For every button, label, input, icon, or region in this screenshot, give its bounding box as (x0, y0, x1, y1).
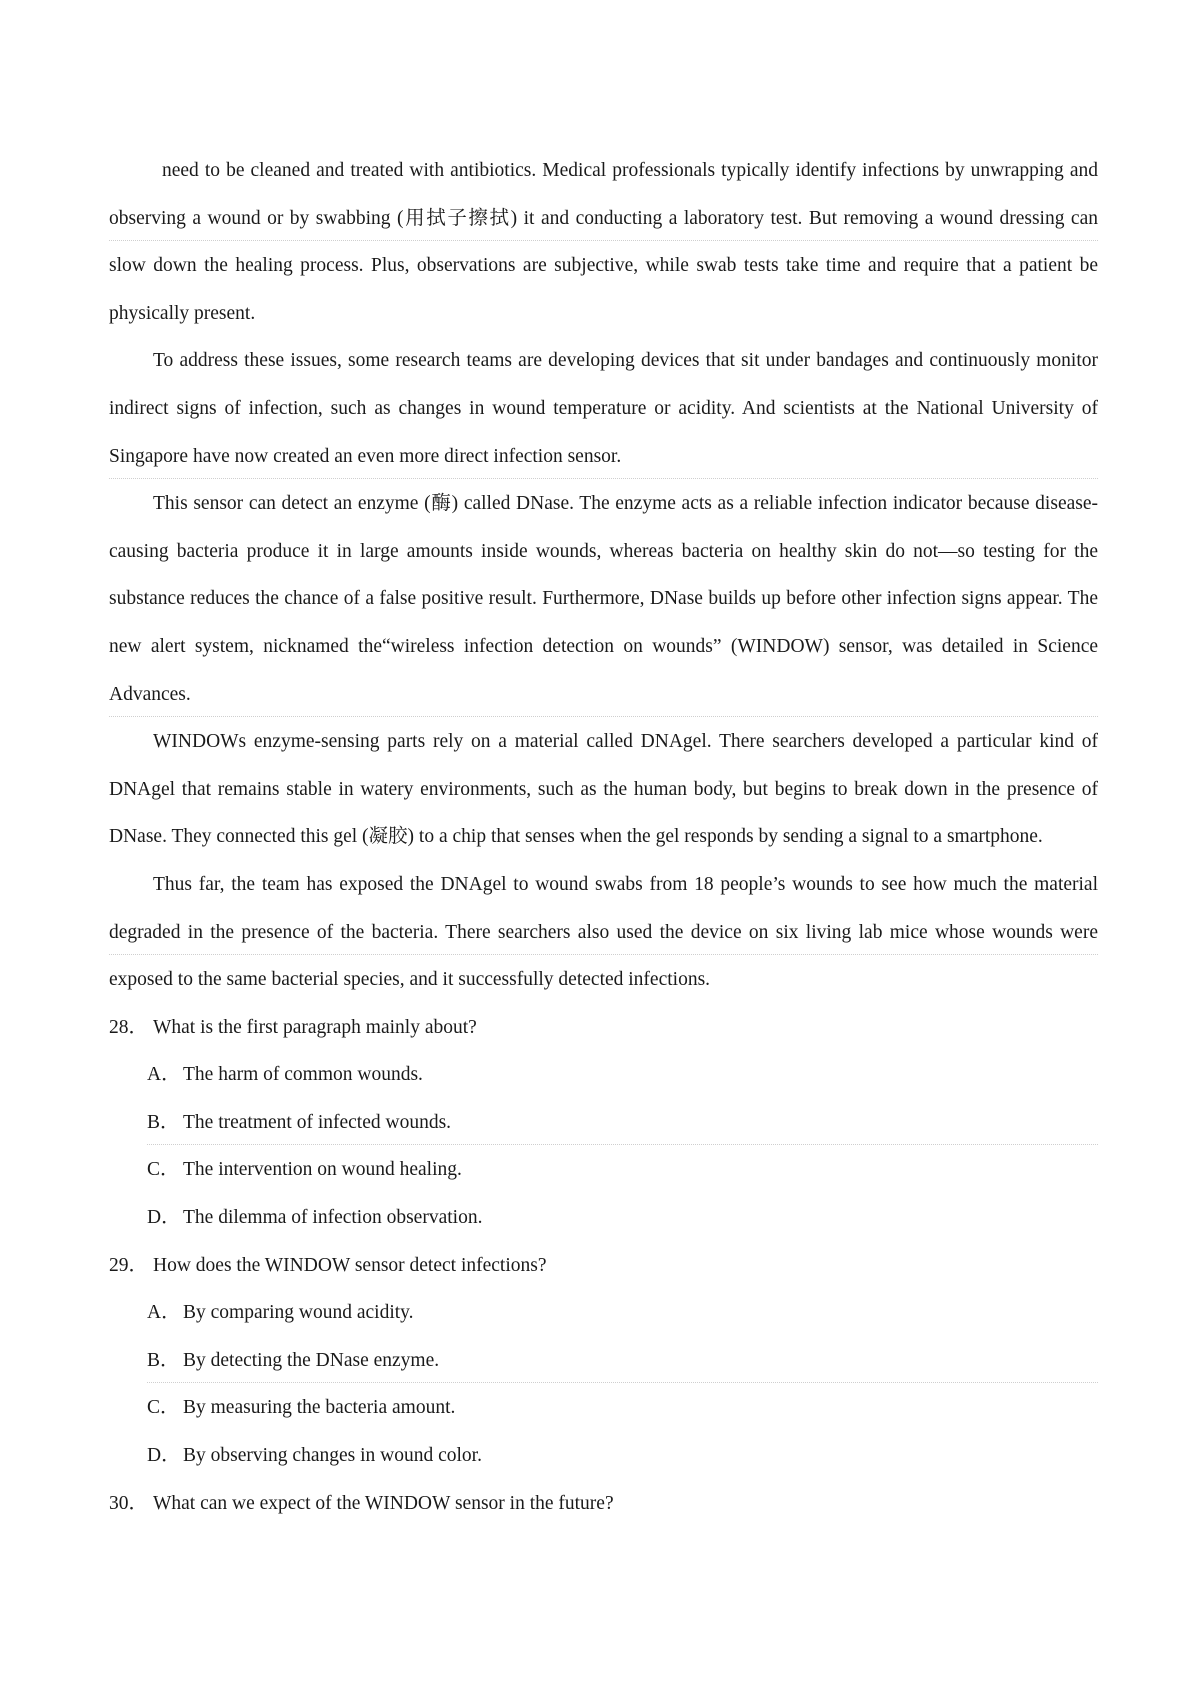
question-number: 28． (109, 1016, 149, 1038)
option-label: A． (147, 1064, 181, 1086)
passage-paragraph: This sensor can detect an enzyme (酶) called DNase. The enzyme acts as a reliable infection indicator because disease-causing bacteria produce it in large amounts inside wounds, whereas bacteria on healthy skin do not—so testing for the substance reduces the chance of a false positive result. Furthermore, DNase builds up before other infection signs appear. The new alert system, nicknamed the“wireless infection detection on wounds” (WINDOW) sensor, was detailed in Science Advances. (109, 493, 1098, 705)
option-label: B． (147, 1111, 180, 1133)
answer-option-b[interactable] (109, 1099, 1098, 1147)
answer-option-b[interactable] (109, 1337, 1098, 1385)
option-text: The intervention on wound healing. (183, 1159, 462, 1181)
option-label: C． (147, 1159, 180, 1181)
option-label: B． (147, 1349, 180, 1371)
question-stem (109, 1004, 1098, 1052)
question-28 (109, 1004, 1098, 1242)
question-text: What is the first paragraph mainly about? (153, 1016, 477, 1038)
passage-paragraph: WINDOWs enzyme-sensing parts rely on a material called DNAgel. There searchers developed a particular kind of DNAgel that remains stable in watery environments, such as the human body, but begins to break down in the presence of DNase. They connected this gel (凝胶) to a chip that senses when the gel responds by sending a signal to a smartphone. (109, 731, 1098, 848)
question-number: 29． (109, 1254, 149, 1276)
option-text: By measuring the bacteria amount. (183, 1397, 456, 1419)
option-label: A． (147, 1302, 181, 1324)
option-text: The harm of common wounds. (183, 1064, 423, 1086)
question-number: 30． (109, 1492, 149, 1514)
reading-passage (109, 147, 1098, 1527)
option-text: The treatment of infected wounds. (183, 1111, 452, 1133)
option-text: By detecting the DNase enzyme. (183, 1349, 440, 1371)
question-stem (109, 1242, 1098, 1290)
answer-option-c[interactable] (109, 1384, 1098, 1432)
question-text: How does the WINDOW sensor detect infections? (153, 1254, 547, 1276)
answer-option-a[interactable] (109, 1051, 1098, 1099)
question-stem (109, 1480, 1098, 1528)
option-label: C． (147, 1397, 180, 1419)
option-text: By comparing wound acidity. (183, 1302, 414, 1324)
question-text: What can we expect of the WINDOW sensor in the future? (153, 1492, 614, 1514)
option-text: By observing changes in wound color. (183, 1445, 482, 1467)
question-29 (109, 1242, 1098, 1480)
passage-paragraph: To address these issues, some research teams are developing devices that sit under bandages and continuously monitor indirect signs of infection, such as changes in wound temperature or acidity. And scientists at the National University of Singapore have now created an even more direct infection sensor. (109, 350, 1098, 467)
question-30 (109, 1480, 1098, 1528)
option-label: D． (147, 1445, 181, 1467)
answer-option-d[interactable] (109, 1432, 1098, 1480)
option-label: D． (147, 1207, 181, 1229)
answer-option-d[interactable] (109, 1194, 1098, 1242)
answer-option-c[interactable] (109, 1146, 1098, 1194)
option-text: The dilemma of infection observation. (183, 1207, 483, 1229)
passage-paragraph: Thus far, the team has exposed the DNAgel to wound swabs from 18 people’s wounds to see how much the material degraded in the presence of the bacteria. There searchers also used the device on six living lab mice whose wounds were exposed to the same bacterial species, and it successfully detected infections. (109, 873, 1098, 991)
passage-paragraph: need to be cleaned and treated with antibiotics. Medical professionals typically identify infections by unwrapping and observing a wound or by swabbing (用拭子擦拭) it and conducting a laboratory test. But removing a wound dressing can slow down the healing process. Plus, observations are subjective, while swab tests take time and require that a patient be physically present. (109, 160, 1098, 324)
answer-option-a[interactable] (109, 1289, 1098, 1337)
